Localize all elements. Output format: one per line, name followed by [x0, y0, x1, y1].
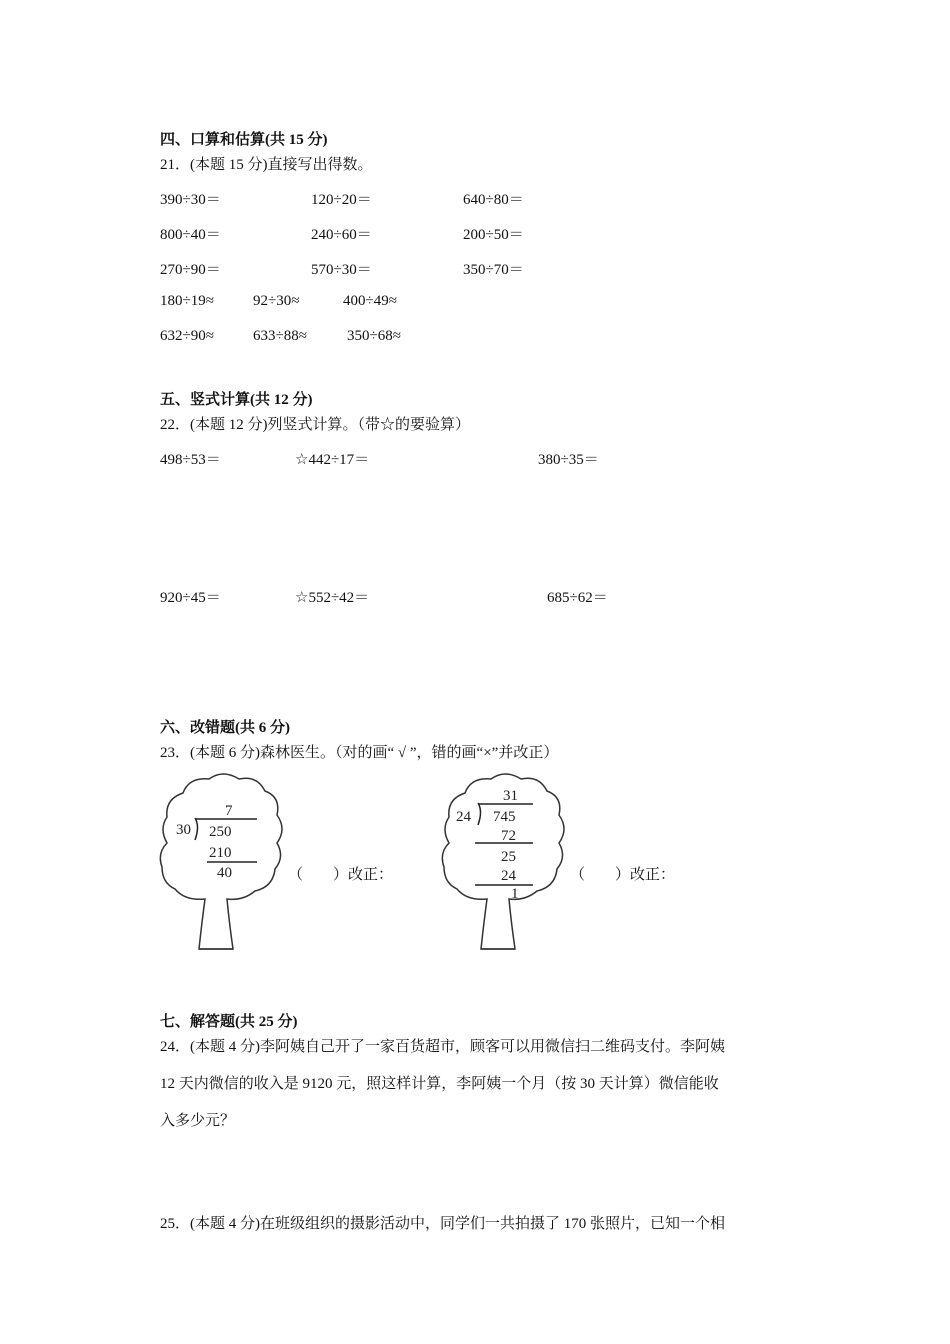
tree2-step2: 25 — [501, 849, 516, 865]
tree2-correction-label: （ ）改正： — [570, 867, 676, 883]
estimate-item: 632÷90≈ — [160, 328, 214, 344]
oral-calc-item: 200÷50＝ — [463, 227, 524, 243]
estimate-item: 92÷30≈ — [253, 293, 300, 309]
question-24-line: 入多少元？ — [160, 1113, 236, 1129]
section5-heading: 五、竖式计算(共 12 分) — [160, 392, 313, 408]
tree1-remainder: 40 — [217, 865, 232, 881]
tree-diagram-2 — [437, 771, 567, 956]
question-23: 23．(本题 6 分)森林医生。（对的画“ √ ”，错的画“×”并改正） — [160, 745, 559, 761]
oral-calc-item: 640÷80＝ — [463, 192, 524, 208]
estimate-item: 180÷19≈ — [160, 293, 214, 309]
estimate-item: 400÷49≈ — [343, 293, 397, 309]
section6-heading: 六、改错题(共 6 分) — [160, 720, 290, 736]
estimate-item: 633÷88≈ — [253, 328, 307, 344]
vertical-calc-item: 920÷45＝ — [160, 590, 221, 606]
estimate-item: 350÷68≈ — [347, 328, 401, 344]
question-24-line: 12 天内微信的收入是 9120 元，照这样计算，李阿姨一个月（按 30 天计算）微信能收 — [160, 1076, 719, 1092]
tree1-dividend: 250 — [209, 824, 232, 840]
oral-calc-item: 270÷90＝ — [160, 262, 221, 278]
section4-heading: 四、口算和估算(共 15 分) — [160, 132, 328, 148]
tree1-divisor: 30 — [176, 822, 191, 838]
tree2-quotient: 31 — [503, 788, 518, 804]
vertical-calc-item: ☆442÷17＝ — [295, 452, 370, 468]
vertical-calc-item: ☆552÷42＝ — [295, 590, 370, 606]
question-24-line: 24．(本题 4 分)李阿姨自己开了一家百货超市，顾客可以用微信扫二维码支付。李阿姨 — [160, 1039, 725, 1055]
question-22: 22．(本题 12 分)列竖式计算。（带☆的要验算） — [160, 417, 470, 433]
tree1-correction-label: （ ）改正： — [288, 867, 394, 883]
section7-heading: 七、解答题(共 25 分) — [160, 1014, 298, 1030]
tree2-divisor: 24 — [456, 809, 471, 825]
question-25-line: 25．(本题 4 分)在班级组织的摄影活动中，同学们一共拍摄了 170 张照片，已知一个相 — [160, 1216, 725, 1232]
tree1-product: 210 — [209, 845, 232, 861]
oral-calc-item: 570÷30＝ — [311, 262, 372, 278]
oral-calc-item: 240÷60＝ — [311, 227, 372, 243]
tree2-dividend: 745 — [493, 809, 516, 825]
vertical-calc-item: 380÷35＝ — [538, 452, 599, 468]
vertical-calc-item: 498÷53＝ — [160, 452, 221, 468]
tree2-remainder: 1 — [511, 886, 519, 902]
oral-calc-item: 390÷30＝ — [160, 192, 221, 208]
oral-calc-item: 120÷20＝ — [311, 192, 372, 208]
tree2-step1: 72 — [501, 828, 516, 844]
tree-diagram-1 — [157, 771, 282, 956]
tree2-step3: 24 — [501, 868, 516, 884]
tree1-quotient: 7 — [225, 803, 233, 819]
vertical-calc-item: 685÷62＝ — [547, 590, 608, 606]
oral-calc-item: 350÷70＝ — [463, 262, 524, 278]
question-21: 21．(本题 15 分)直接写出得数。 — [160, 157, 373, 173]
oral-calc-item: 800÷40＝ — [160, 227, 221, 243]
